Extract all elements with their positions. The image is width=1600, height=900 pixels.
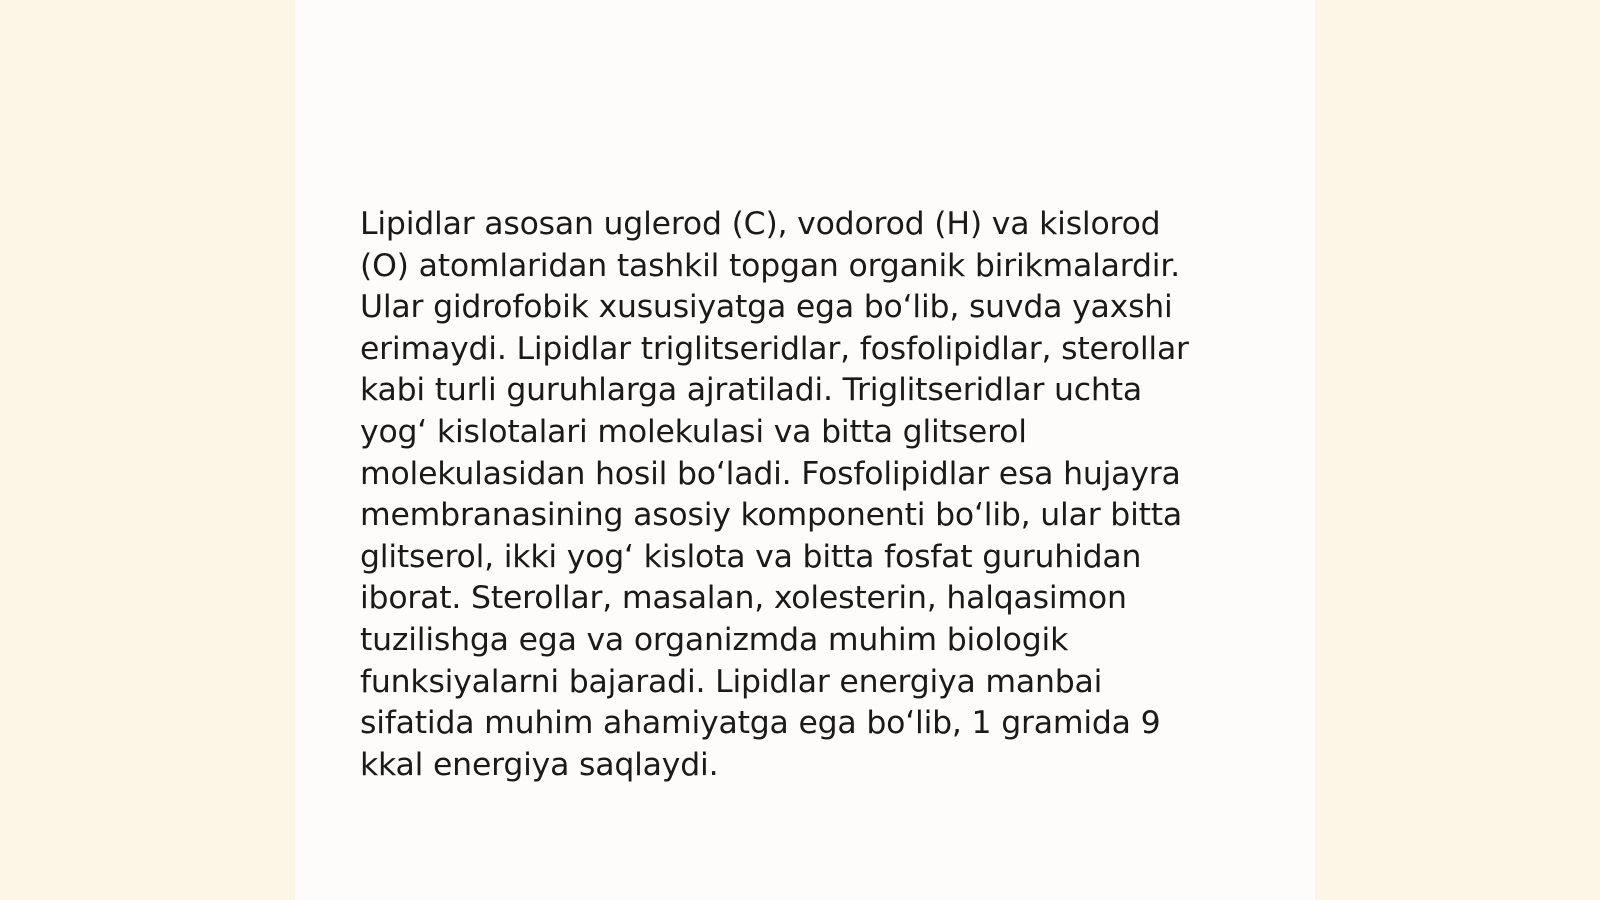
paragraph-line: molekulasidan hosil boʻladi. Fosfolipidlar esa hujayra <box>360 455 1181 492</box>
paragraph-line: Ular gidrofobik xususiyatga ega boʻlib, suvda yaxshi <box>360 289 1173 326</box>
slide-page <box>295 0 1315 900</box>
paragraph-line: Lipidlar asosan uglerod (C), vodorod (H) va kislorod <box>360 206 1161 242</box>
slide-paragraph <box>360 204 1240 786</box>
paragraph-line: kkal energiya saqlaydi. <box>360 746 719 783</box>
paragraph-line: kabi turli guruhlarga ajratiladi. Triglitseridlar uchta <box>360 372 1142 409</box>
paragraph-line: erimaydi. Lipidlar triglitseridlar, fosfolipidlar, sterollar <box>360 330 1189 367</box>
paragraph-line: funksiyalarni bajaradi. Lipidlar energiya manbai <box>360 663 1103 700</box>
paragraph-line: tuzilishga ega va organizmda muhim biologik <box>360 621 1069 658</box>
paragraph-line: (O) atomlaridan tashkil topgan organik birikmalardir. <box>360 247 1180 284</box>
paragraph-line: sifatida muhim ahamiyatga ega boʻlib, 1 gramida 9 <box>360 705 1161 742</box>
paragraph-line: iborat. Sterollar, masalan, xolesterin, halqasimon <box>360 580 1127 617</box>
paragraph-line: glitserol, ikki yogʻ kislota va bitta fosfat guruhidan <box>360 538 1142 575</box>
paragraph-line: membranasining asosiy komponenti boʻlib, ular bitta <box>360 497 1183 534</box>
paragraph-line: yogʻ kislotalari molekulasi va bitta glitserol <box>360 413 1027 450</box>
